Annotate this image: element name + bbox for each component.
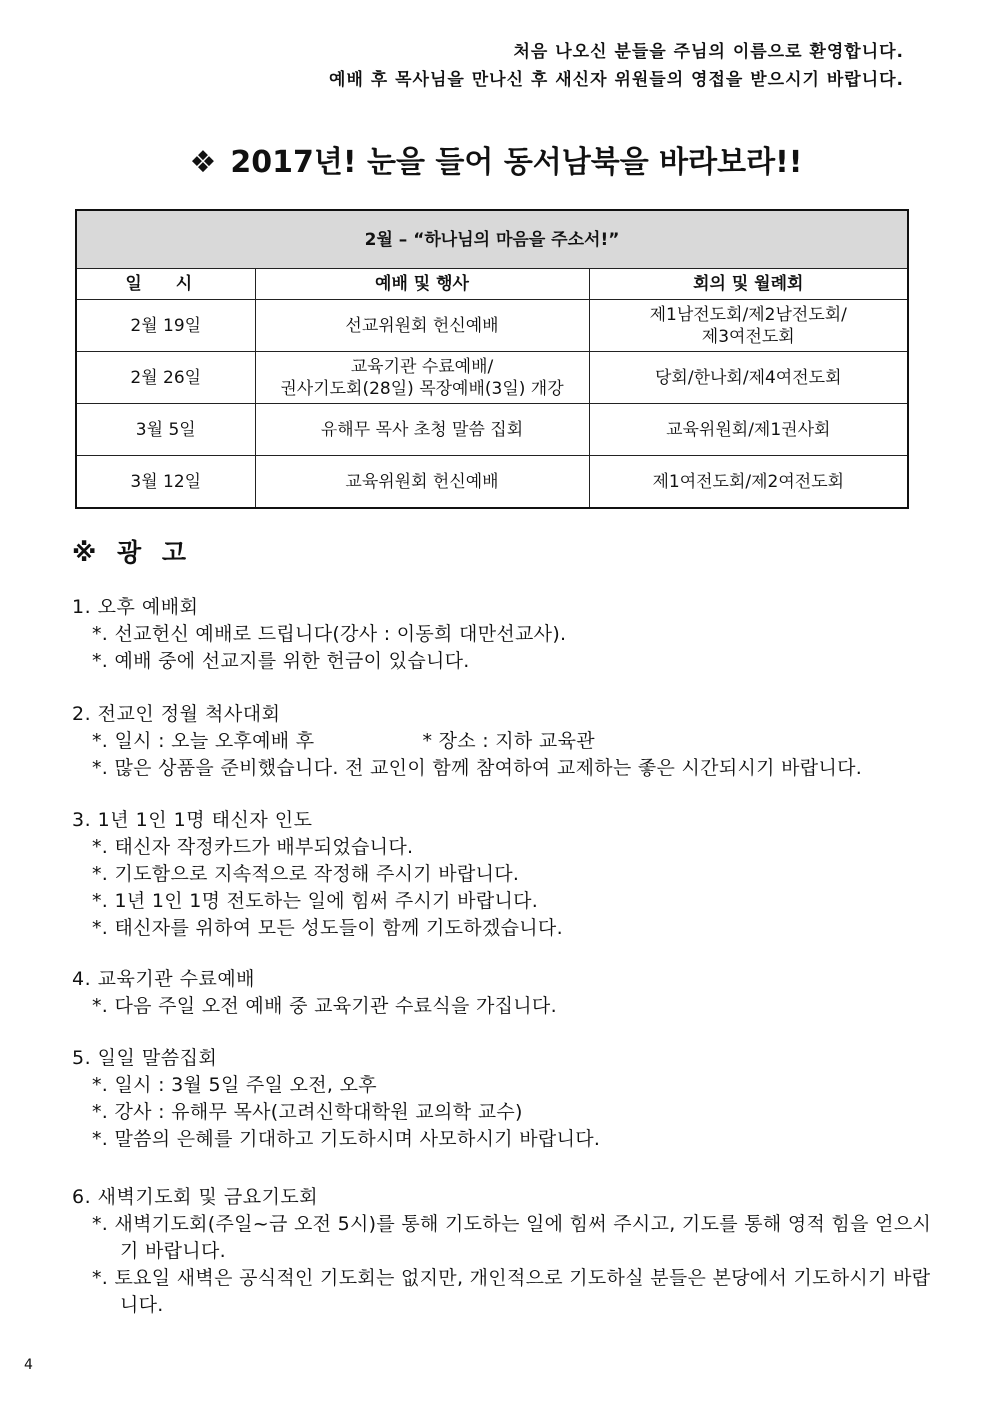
cell-event: 유해무 목사 초청 말씀 집회 bbox=[255, 404, 589, 456]
announcement-item bbox=[72, 700, 942, 782]
announcement-line: *. 말씀의 은혜를 기대하고 기도하시며 사모하시기 바랍니다. bbox=[92, 1128, 601, 1150]
announcement-title: 4. 교육기관 수료예배 bbox=[72, 968, 256, 990]
motto-text: 2017년! 눈을 들어 동서남북을 바라보라!! bbox=[230, 145, 803, 180]
column-header-meeting: 회의 및 월례회 bbox=[589, 269, 908, 300]
table-row bbox=[76, 300, 908, 352]
announcement-line: *. 새벽기도회(주일~금 오전 5시)를 통해 기도하는 일에 힘써 주시고, 기도를 통해 영적 힘을 얻으시기 바랍니다. bbox=[92, 1213, 932, 1262]
announcement-item bbox=[72, 965, 942, 1020]
announcement-line: * 장소 : 지하 교육관 bbox=[422, 730, 595, 752]
table-row bbox=[76, 404, 908, 456]
announcement-title: 2. 전교인 정월 척사대회 bbox=[72, 703, 281, 725]
cell-date: 2월 26일 bbox=[76, 352, 255, 404]
yearly-motto bbox=[0, 137, 992, 181]
announcement-line: *. 태신자를 위하여 모든 성도들이 함께 기도하겠습니다. bbox=[92, 917, 563, 939]
page-number: 4 bbox=[24, 1357, 33, 1373]
announcement-line: *. 기도함으로 지속적으로 작정해 주시기 바랍니다. bbox=[92, 863, 520, 885]
cell-date: 3월 5일 bbox=[76, 404, 255, 456]
cell-meeting: 제1남전도회/제2남전도회/ 제3여전도회 bbox=[589, 300, 908, 352]
announcement-item bbox=[72, 806, 942, 942]
welcome-line-1: 처음 나오신 분들을 주님의 이름으로 환영합니다. bbox=[513, 42, 904, 62]
announcement-item bbox=[72, 593, 942, 675]
cell-meeting: 교육위원회/제1권사회 bbox=[589, 404, 908, 456]
cell-date: 3월 12일 bbox=[76, 456, 255, 509]
announcement-line: *. 태신자 작정카드가 배부되었습니다. bbox=[92, 836, 414, 858]
welcome-message bbox=[329, 38, 904, 94]
cell-event: 선교위원회 헌신예배 bbox=[255, 300, 589, 352]
announcement-title: 3. 1년 1인 1명 태신자 인도 bbox=[72, 809, 313, 831]
announcement-title: 6. 새벽기도회 및 금요기도회 bbox=[72, 1186, 319, 1208]
announcement-line: *. 다음 주일 오전 예배 중 교육기관 수료식을 가집니다. bbox=[92, 995, 557, 1017]
column-header-event: 예배 및 행사 bbox=[255, 269, 589, 300]
announcement-item bbox=[72, 1044, 942, 1153]
announcements-heading: ※ 광 고 bbox=[72, 538, 193, 567]
announcement-line: *. 일시 : 3월 5일 주일 오전, 오후 bbox=[92, 1074, 377, 1096]
column-header-date: 일 시 bbox=[76, 269, 255, 300]
announcement-line: *. 선교헌신 예배로 드립니다(강사 : 이동희 대만선교사). bbox=[92, 623, 567, 645]
cell-meeting: 제1여전도회/제2여전도회 bbox=[589, 456, 908, 509]
cell-meeting: 당회/한나회/제4여전도회 bbox=[589, 352, 908, 404]
announcement-title: 1. 오후 예배회 bbox=[72, 596, 199, 618]
announcement-line: *. 예배 중에 선교지를 위한 헌금이 있습니다. bbox=[92, 650, 470, 672]
cell-event: 교육기관 수료예배/ 권사기도회(28일) 목장예배(3일) 개강 bbox=[255, 352, 589, 404]
announcement-item bbox=[72, 1183, 934, 1319]
table-row bbox=[76, 352, 908, 404]
announcement-line: *. 일시 : 오늘 오후예배 후 bbox=[92, 730, 315, 752]
welcome-line-2: 예배 후 목사님을 만나신 후 새신자 위원들의 영접을 받으시기 바랍니다. bbox=[329, 70, 904, 90]
announcement-line: *. 1년 1인 1명 전도하는 일에 힘써 주시기 바랍니다. bbox=[92, 890, 539, 912]
announcement-line: *. 강사 : 유해무 목사(고려신학대학원 교의학 교수) bbox=[92, 1101, 523, 1123]
cell-event: 교육위원회 헌신예배 bbox=[255, 456, 589, 509]
cell-date: 2월 19일 bbox=[76, 300, 255, 352]
table-row bbox=[76, 456, 908, 509]
diamond-icon: ❖ bbox=[189, 145, 217, 180]
schedule-table bbox=[75, 209, 909, 509]
announcement-title: 5. 일일 말씀집회 bbox=[72, 1047, 218, 1069]
announcement-line: *. 많은 상품을 준비했습니다. 전 교인이 함께 참여하여 교제하는 좋은 시간되시기 바랍니다. bbox=[92, 757, 863, 779]
announcement-line: *. 토요일 새벽은 공식적인 기도회는 없지만, 개인적으로 기도하실 분들은 본당에서 기도하시기 바랍니다. bbox=[92, 1267, 931, 1316]
schedule-title: 2월 – “하나님의 마음을 주소서!” bbox=[76, 210, 908, 269]
